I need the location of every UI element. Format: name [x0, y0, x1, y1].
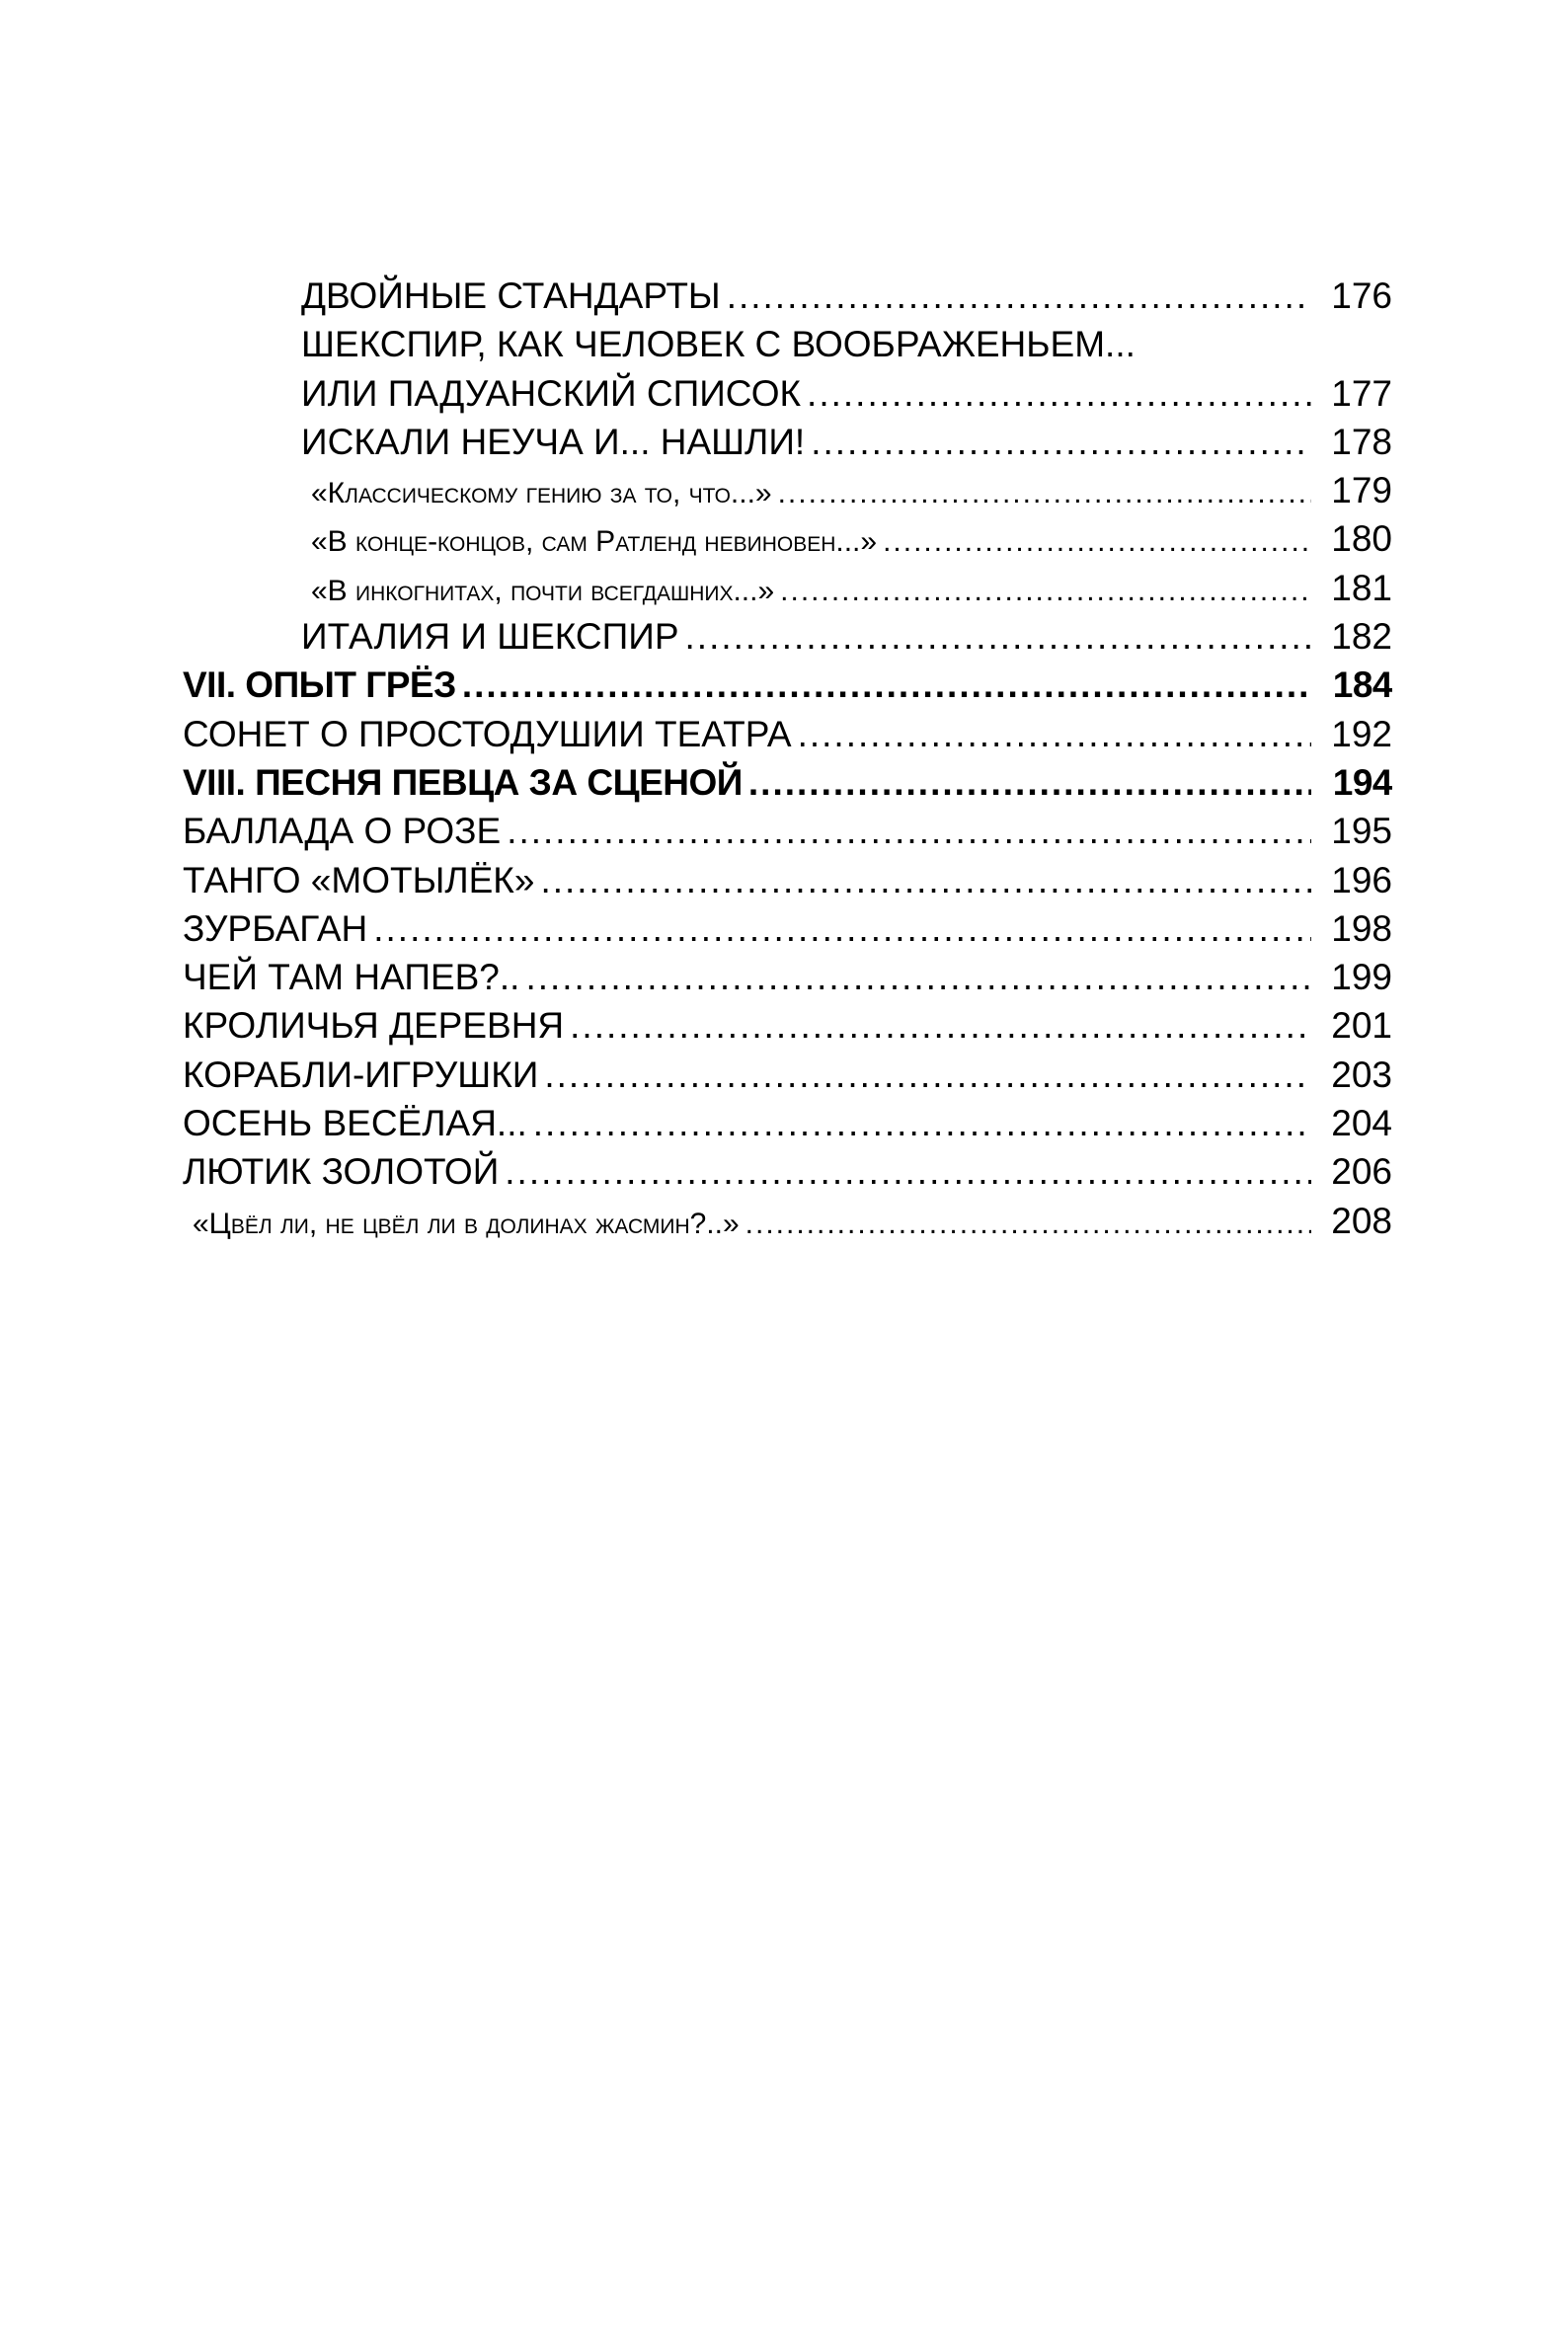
dot-leader [745, 1200, 1311, 1245]
dot-leader [811, 418, 1311, 466]
toc-entry-page: 206 [1331, 1151, 1392, 1193]
toc-entry-page: 178 [1331, 421, 1392, 462]
toc-entry [183, 320, 1392, 368]
toc-entry-page: 198 [1331, 907, 1392, 949]
dot-leader [373, 904, 1311, 953]
toc-entry-title: ОСЕНЬ ВЕСЁЛАЯ... [183, 1103, 527, 1144]
toc-entry-page: 203 [1331, 1054, 1392, 1095]
dot-leader [540, 856, 1311, 904]
dot-leader [685, 612, 1311, 661]
dot-leader [462, 661, 1311, 709]
toc-entry-title: «В конце-концов, сам Ратленд невиновен...» [311, 525, 878, 559]
toc-entry-title: VII. ОПЫТ ГРЁЗ [183, 664, 456, 706]
dot-leader [780, 567, 1311, 612]
dot-leader [533, 1099, 1311, 1147]
toc-entry [183, 953, 1392, 1001]
toc-entry-title: VIII. ПЕСНЯ ПЕВЦА ЗА СЦЕНОЙ [183, 761, 743, 803]
toc-entry-page: 201 [1331, 1005, 1392, 1047]
toc-entry-page: 195 [1331, 811, 1392, 852]
toc-entry-title: «Цвёл ли, не цвёл ли в долинах жасмин?..» [193, 1207, 740, 1240]
toc-entry-title: ТАНГО «МОТЫЛЁК» [183, 859, 535, 900]
toc-entry [183, 272, 1392, 320]
dot-leader [505, 1147, 1311, 1196]
toc-entry-title: ИЛИ ПАДУАНСКИЙ СПИСОК [301, 372, 802, 414]
dot-leader [507, 807, 1311, 855]
toc-entry-page: 181 [1331, 567, 1392, 608]
toc-section-heading [183, 661, 1392, 709]
toc-entry-page: 182 [1331, 616, 1392, 658]
toc-entry [183, 856, 1392, 904]
toc-entry-page: 196 [1331, 859, 1392, 900]
dot-leader [748, 758, 1311, 807]
toc-entry [183, 807, 1392, 855]
dot-leader [798, 710, 1311, 758]
dot-leader [525, 953, 1311, 1001]
toc-entry-page: 184 [1332, 664, 1392, 706]
toc-entry-title: СОНЕТ О ПРОСТОДУШИИ ТЕАТРА [183, 713, 792, 754]
toc-entry-title: ЛЮТИК ЗОЛОТОЙ [183, 1151, 500, 1193]
toc-entry-title: ИТАЛИЯ И ШЕКСПИР [301, 616, 679, 658]
toc-entry-title: ЧЕЙ ТАМ НАПЕВ?.. [183, 957, 520, 998]
toc-entry [183, 564, 1392, 612]
toc-entry-page: 192 [1331, 713, 1392, 754]
toc-entry [183, 1197, 1392, 1245]
dot-leader [544, 1051, 1311, 1099]
toc-entry-title: «В инкогнитах, почти всегдашних...» [311, 574, 775, 607]
toc-entry-page: 194 [1332, 761, 1392, 803]
toc-entry [183, 612, 1392, 661]
toc-entry [183, 1001, 1392, 1050]
toc-entry [183, 369, 1392, 418]
toc-entry-title: ДВОЙНЫЕ СТАНДАРТЫ [301, 275, 721, 316]
toc-entry-page: 199 [1331, 957, 1392, 998]
toc-entry [183, 514, 1392, 563]
toc-entry-title: БАЛЛАДА О РОЗЕ [183, 811, 502, 852]
toc-entry-page: 180 [1331, 518, 1392, 560]
dot-leader [570, 1001, 1311, 1050]
toc-entry-title: ИСКАЛИ НЕУЧА И... НАШЛИ! [301, 421, 806, 462]
toc-entry [183, 1051, 1392, 1099]
toc-entry-page: 177 [1331, 372, 1392, 414]
table-of-contents [183, 272, 1392, 1245]
dot-leader [807, 369, 1311, 418]
toc-entry [183, 710, 1392, 758]
toc-entry-title: «Классическому гению за то, что...» [311, 477, 772, 510]
toc-entry-page: 204 [1331, 1103, 1392, 1144]
toc-entry-title: КОРАБЛИ-ИГРУШКИ [183, 1054, 539, 1095]
toc-entry-title: ШЕКСПИР, КАК ЧЕЛОВЕК С ВООБРАЖЕНЬЕМ... [301, 324, 1136, 365]
toc-entry [183, 1099, 1392, 1147]
toc-entry-page: 208 [1331, 1200, 1392, 1241]
toc-entry-page: 179 [1331, 470, 1392, 511]
toc-entry [183, 418, 1392, 466]
toc-entry [183, 904, 1392, 953]
toc-entry-page: 176 [1331, 275, 1392, 316]
toc-entry [183, 466, 1392, 514]
dot-leader [778, 469, 1311, 514]
dot-leader [883, 517, 1311, 563]
toc-section-heading [183, 758, 1392, 807]
toc-entry-title: ЗУРБАГАН [183, 907, 368, 949]
toc-entry-title: КРОЛИЧЬЯ ДЕРЕВНЯ [183, 1005, 565, 1047]
dot-leader [727, 272, 1311, 320]
toc-entry [183, 1147, 1392, 1196]
